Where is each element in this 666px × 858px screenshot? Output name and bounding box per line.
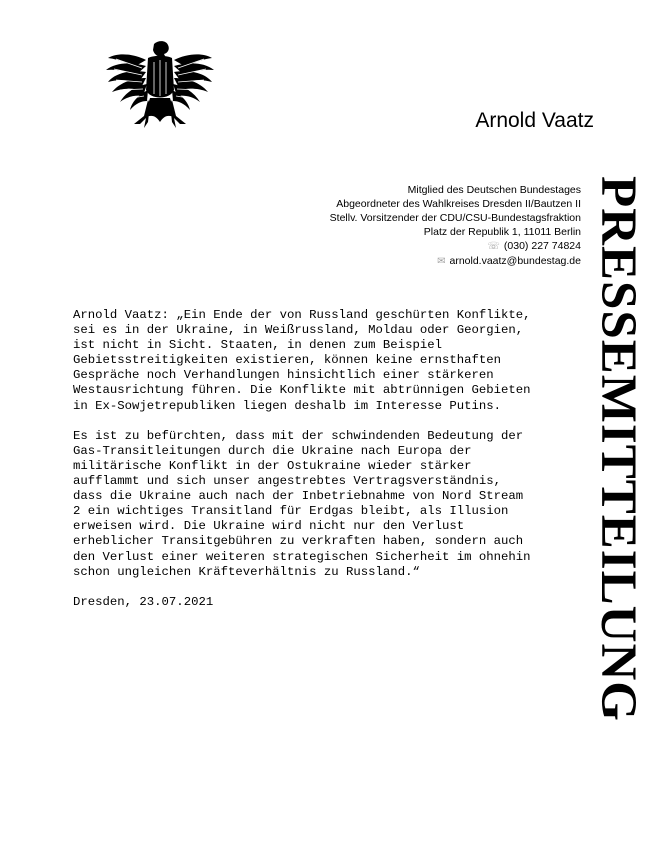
contact-line-position: Stellv. Vorsitzender der CDU/CSU-Bundestagsfraktion xyxy=(329,212,581,224)
contact-line-constituency: Abgeordneter des Wahlkreises Dresden II/Bautzen II xyxy=(336,198,581,210)
contact-address: Platz der Republik 1, 11011 Berlin xyxy=(423,226,581,238)
press-release-body xyxy=(73,308,593,625)
body-paragraph-2: Es ist zu befürchten, dass mit der schwindenden Bedeutung der Gas-Transitleitungen durch die Ukraine nach Europa der militärische Konflikt in der Ostukraine wieder stärker aufflammt und sich unser angestrebtes Vertragsverständnis, dass die Ukraine auch nach der Inbetriebnahme von Nord Stream 2 ein wichtiges Transitland für Erdgas bleibt, als Illusion erweisen wird. Die Ukraine wird nicht nur den Verlust erheblicher Transitgebühren zu verkraften haben, sondern auch den Verlust einer weiteren strategischen Sicherheit im ohnehin schon ungleichen Kräfteverhältnis zu Russland.“ xyxy=(73,428,531,579)
contact-line-membership: Mitglied des Deutschen Bundestages xyxy=(407,184,581,196)
dateline: Dresden, 23.07.2021 xyxy=(73,594,214,609)
contact-block xyxy=(330,183,581,269)
contact-phone-row xyxy=(330,239,581,254)
phone-icon: ☏ xyxy=(487,241,500,252)
vertical-title: PRESSEMITTEILUNG xyxy=(590,176,646,722)
envelope-icon: ✉ xyxy=(437,256,446,267)
author-name: Arnold Vaatz xyxy=(475,109,594,132)
bundestag-eagle-logo xyxy=(104,38,216,134)
contact-email-row xyxy=(330,254,581,269)
contact-email[interactable]: arnold.vaatz@bundestag.de xyxy=(449,255,581,267)
vertical-title-container xyxy=(588,176,648,836)
contact-phone: (030) 227 74824 xyxy=(503,240,581,252)
body-paragraph-1: Arnold Vaatz: „Ein Ende der von Russland geschürten Konflikte, sei es in der Ukraine, in Weißrussland, Moldau oder Georgien, ist nicht in Sicht. Staaten, in denen zum Beispiel Gebietsstreitigkeiten existieren, können keine ernsthaften Gespräche noch Verhandlungen hinsichtlich einer stärkeren Westausrichtung führen. Die Konflikte mit abtrünnigen Gebieten in Ex-Sowjetrepubliken liegen deshalb im Interesse Putins. xyxy=(73,308,531,413)
